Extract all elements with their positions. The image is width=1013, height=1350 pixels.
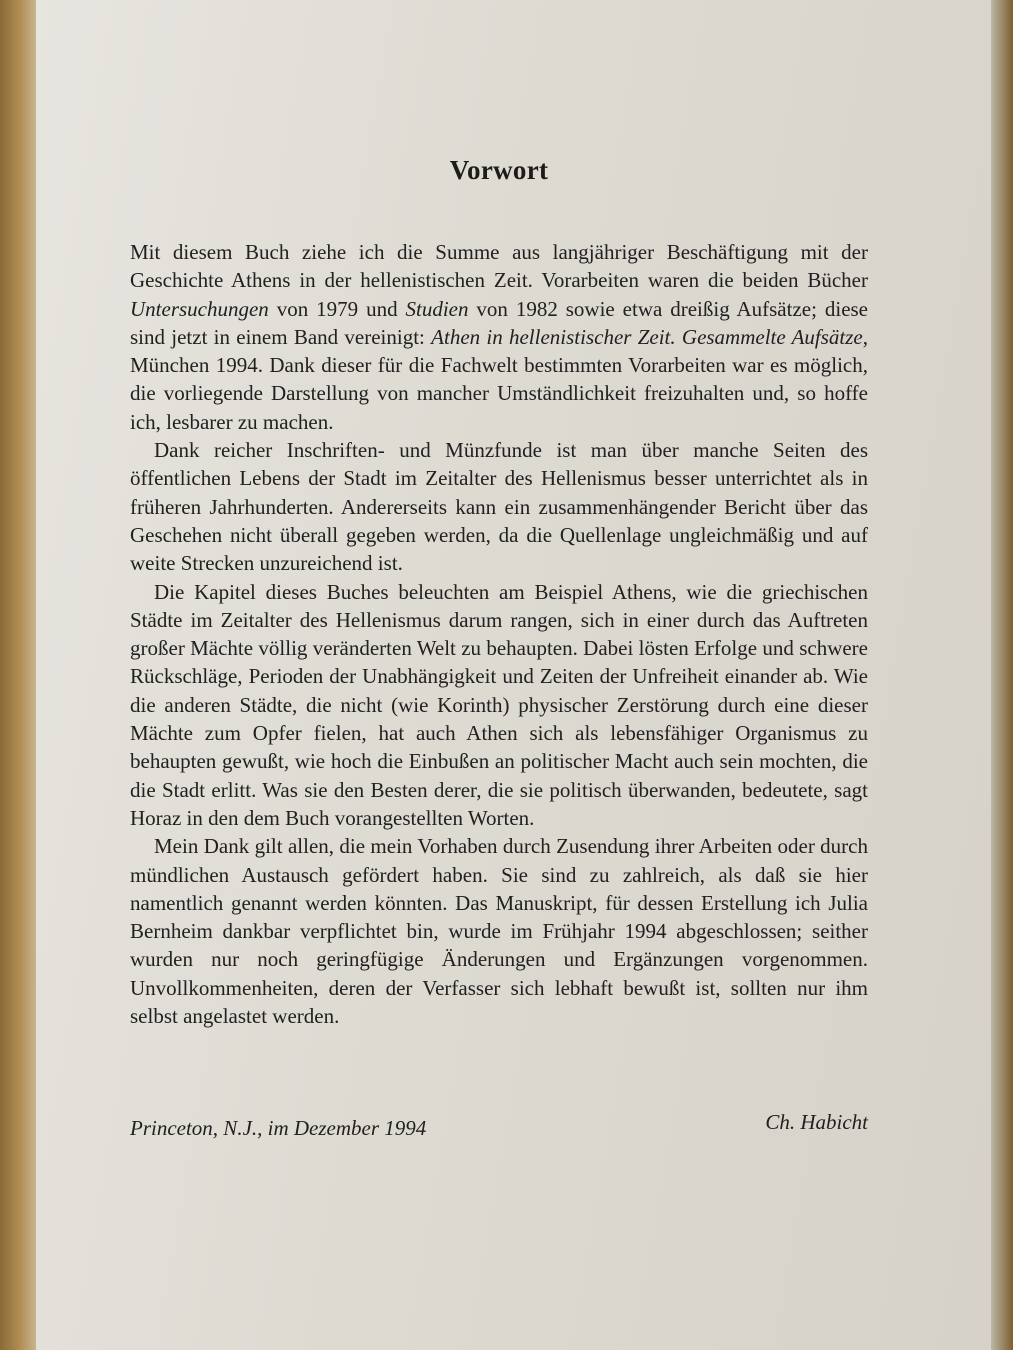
italic-title-run: Studien [405, 296, 469, 321]
book-edge-right [991, 0, 1013, 1350]
book-edge-left [0, 0, 36, 1350]
text-run: Mein Dank gilt allen, die mein Vorhaben durch Zusendung ihrer Arbeiten oder durch mündlichen Austausch gefördert haben. Sie sind zu zahlreich, als daß sie hier namentlich genannt werden könnten. Das Manuskript, für dessen Erstellung ich Julia Bernheim dankbar verpflichtet bin, wurde im Frühjahr 1994 abgeschlossen; seither wurden nur noch geringfügige Änderungen und Ergänzungen vorgenommen. Unvollkommenheiten, deren der Verfasser sich lebhaft bewußt ist, sollten nur ihm selbst angelastet werden. [130, 834, 868, 1029]
text-run: von 1979 und [268, 296, 406, 321]
book-page [36, 0, 991, 1350]
text-run: Die Kapitel dieses Buches beleuchten am Beispiel Athens, wie die griechischen Städte im Zeitalter des Hellenismus darum rangen, sich in einer durch das Auftreten großer Mächte völlig veränderten Welt zu behaupten. Dabei lösten Erfolge und schwere Rückschläge, Perioden der Unabhängigkeit und Zeiten der Unfreiheit einander ab. Wie die anderen Städte, die nicht (wie Korinth) physischer Zerstörung durch eine dieser Mächte zum Opfer fielen, hat auch Athen sich als lebensfähiger Organismus zu behaupten gewußt, wie hoch die Einbußen an politischer Macht auch sein mochten, die die Stadt erlitt. Was sie den Besten derer, die sie politisch überwanden, bedeutete, sagt Horaz in den dem Buch vorangestellten Worten. [130, 579, 868, 830]
italic-title-run: Athen in hellenistischer Zeit. Gesammelte Aufsätze [431, 324, 863, 349]
page-title: Vorwort [449, 155, 549, 185]
text-run: Dank reicher Inschriften- und Münzfunde ist man über manche Seiten des öffentlichen Lebens der Stadt im Zeitalter des Hellenismus besser unterrichtet als in früheren Jahrhunderten. Andererseits kann ein zusammenhängender Bericht über das Geschehen nicht überall gegeben werden, da die Quellenlage ungleichmäßig und auf weite Strecken unzureichend ist. [130, 438, 868, 576]
preface-body [130, 238, 868, 1030]
italic-title-run: Untersuchungen [130, 296, 269, 321]
paragraph-4 [130, 832, 868, 1030]
text-run: Mit diesem Buch ziehe ich die Summe aus langjähriger Beschäftigung mit der Geschichte Athens in der hellenistischen Zeit. Vorarbeiten waren die beiden Bücher [130, 240, 868, 293]
place-date: Princeton, N.J., im Dezember 1994 [130, 1116, 427, 1140]
paragraph-3 [130, 578, 868, 833]
paragraph-2 [130, 436, 868, 577]
author-signature: Ch. Habicht [765, 1110, 868, 1134]
paragraph-1 [130, 238, 868, 436]
text-run: , München 1994. Dank dieser für die Fachwelt bestimmten Vorarbeiten war es möglich, die vorliegende Darstellung von mancher Umständlichkeit freizuhalten und, so hoffe ich, lesbarer zu machen. [130, 324, 868, 434]
text-run: von 1982 sowie etwa dreißig Aufsätze; diese sind jetzt in einem Band vereinigt: [130, 296, 869, 349]
